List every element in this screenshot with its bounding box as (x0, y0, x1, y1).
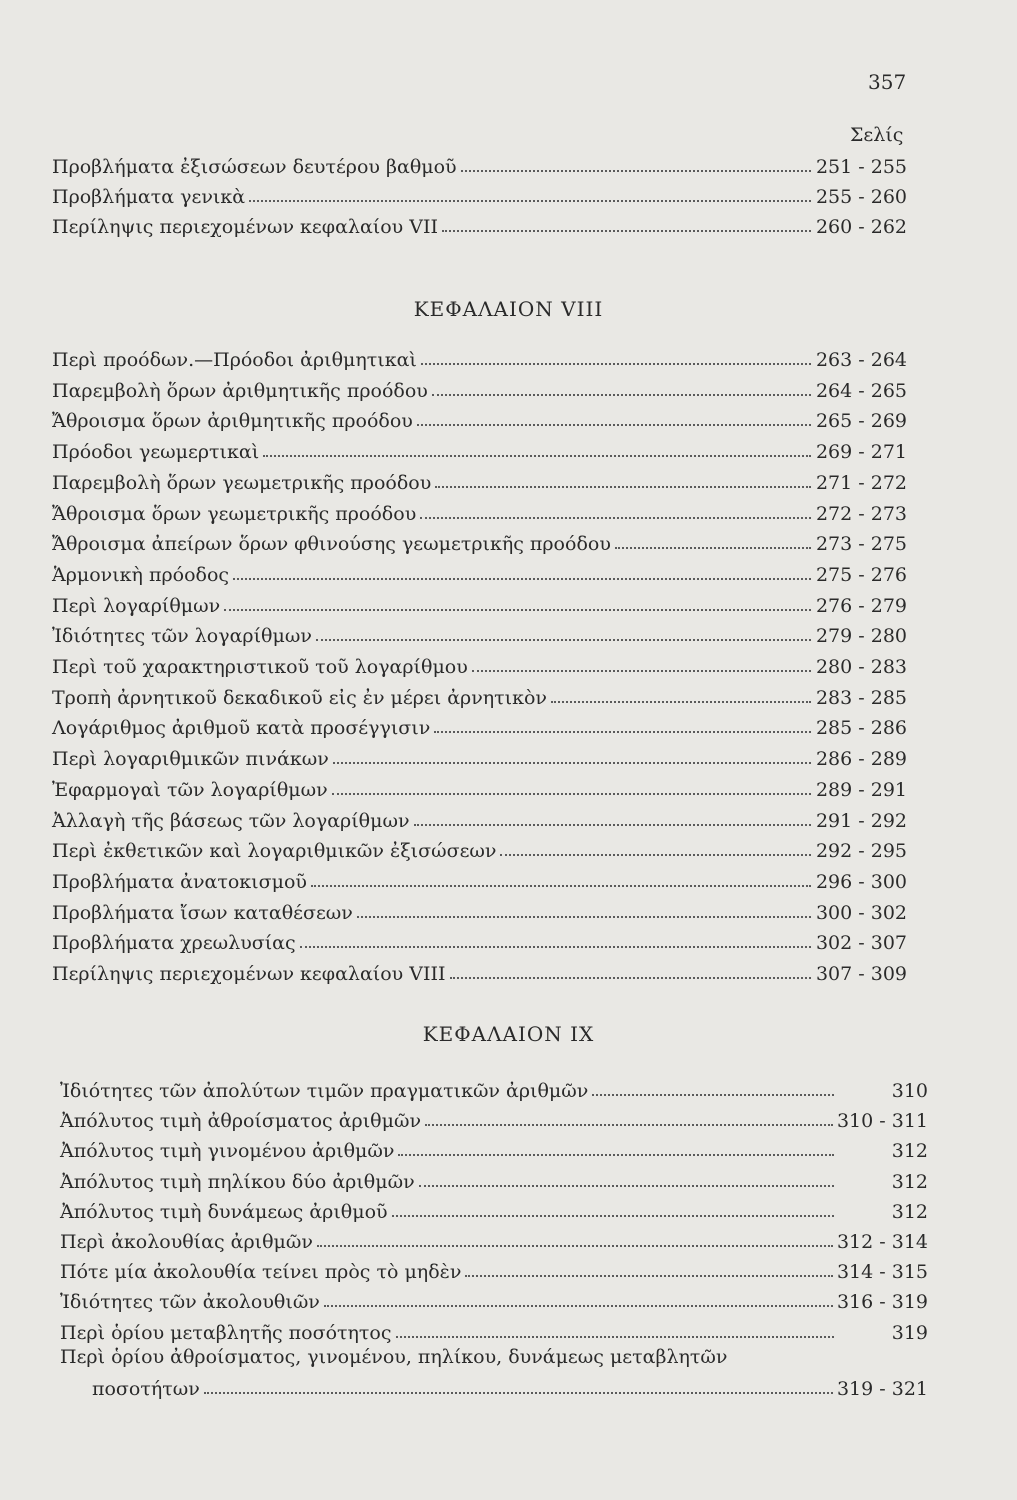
leader-dots (435, 485, 811, 488)
toc-entry (52, 865, 907, 893)
entry-pages: 265 - 269 (815, 410, 907, 433)
entry-title: Ἀπόλυτος τιμὴ γινομένου ἀριθμῶν (60, 1140, 395, 1163)
entry-title: Προβλήματα χρεωλυσίας (52, 932, 296, 955)
entry-title: Ἄθροισμα ἀπείρων ὅρων φθινούσης γεωμετρικῆς προόδου (52, 533, 611, 556)
toc-entry (52, 150, 907, 178)
toc-entry (52, 466, 907, 494)
toc-entry (60, 1134, 928, 1162)
leader-dots (324, 1304, 833, 1307)
toc-entry (52, 804, 907, 832)
leader-dots (421, 362, 811, 365)
toc-entry (52, 957, 907, 985)
entry-pages: 280 - 283 (815, 656, 907, 678)
leader-dots (392, 1214, 834, 1217)
entry-title: Τροπὴ ἀρνητικοῦ δεκαδικοῦ εἰς ἐν μέρει ἀρνητικὸν (52, 686, 547, 709)
toc-entry (52, 589, 907, 617)
entry-pages: 264 - 265 (815, 379, 907, 402)
toc-entry (52, 773, 907, 801)
leader-dots (224, 608, 811, 611)
leader-dots (472, 669, 811, 672)
entry-pages: 316 - 319 (836, 1291, 928, 1314)
entry-pages: 275 - 276 (815, 563, 907, 586)
toc-entry (52, 343, 907, 371)
chapter-heading: ΚΕΦΑΛΑΙΟΝ IX (422, 1022, 595, 1046)
toc-entry (60, 1195, 928, 1223)
entry-title: Περὶ ἀκολουθίας ἀριθμῶν (60, 1231, 313, 1253)
entry-title: Λογάριθμος ἀριθμοῦ κατὰ προσέγγισιν (52, 717, 431, 740)
leader-dots (311, 884, 811, 887)
toc-entry (52, 374, 907, 402)
leader-dots (442, 229, 811, 232)
entry-pages: 296 - 300 (815, 870, 907, 893)
toc-entry (52, 435, 907, 463)
entry-title: Προβλήματα ἀνατοκισμοῦ (52, 870, 307, 893)
entry-title: Περὶ τοῦ χαρακτηριστικοῦ τοῦ λογαρίθμου (52, 656, 468, 678)
entry-pages: 310 - 311 (836, 1110, 928, 1133)
entry-title-line1: Περὶ ὁρίου ἀθροίσματος, γινομένου, πηλίκου, δυνάμεως μεταβλητῶν (60, 1346, 728, 1368)
entry-title-line2: ποσοτήτων (92, 1378, 200, 1400)
entry-title: Παρεμβολὴ ὅρων γεωμετρικῆς προόδου (52, 471, 432, 494)
toc-entry (52, 210, 907, 238)
toc-entry (52, 558, 907, 586)
toc-entry (52, 926, 907, 954)
entry-title: Περίληψις περιεχομένων κεφαλαίου VII (52, 216, 438, 238)
entry-title: Προβλήματα ἐξισώσεων δευτέρου βαθμοῦ (52, 156, 457, 178)
leader-dots (396, 1335, 835, 1338)
leader-dots (450, 976, 812, 979)
entry-pages: 283 - 285 (815, 686, 907, 709)
entry-title: Ἰδιότητες τῶν ἀπολύτων τιμῶν πραγματικῶν ἀριθμῶν (60, 1080, 589, 1102)
entry-title: Ἰδιότητες τῶν λογαρίθμων (52, 625, 312, 648)
entry-pages: 312 (891, 1140, 928, 1163)
entry-pages: 291 - 292 (815, 809, 907, 832)
leader-dots (425, 1123, 833, 1126)
leader-dots (592, 1093, 834, 1096)
toc-entry (60, 1165, 928, 1193)
leader-dots (420, 516, 811, 519)
entry-pages: 319 - 321 (836, 1378, 928, 1400)
toc-entry (52, 497, 907, 525)
entry-title: Περίληψις περιεχομένων κεφαλαίου VIII (52, 963, 446, 985)
entry-title: Ἐφαρμογαὶ τῶν λογαρίθμων (52, 778, 328, 801)
entry-pages: 302 - 307 (815, 932, 907, 955)
entry-title: Ἀπόλυτος τιμὴ δυνάμεως ἀριθμοῦ (60, 1200, 388, 1223)
pages-column-header: Σελίς (850, 124, 904, 146)
toc-entry (52, 527, 907, 555)
leader-dots (317, 1244, 833, 1247)
entry-pages: 312 - 314 (836, 1231, 928, 1253)
leader-dots (465, 1274, 833, 1277)
toc-entry (60, 1316, 928, 1344)
entry-title: Προβλήματα ἴσων καταθέσεων (52, 901, 353, 924)
leader-dots (333, 761, 811, 764)
entry-title: Ἀπόλυτος τιμὴ ἀθροίσματος ἀριθμῶν (60, 1110, 421, 1133)
entry-title: Προβλήματα γενικὰ (52, 186, 246, 208)
toc-entry (60, 1285, 928, 1313)
entry-pages: 314 - 315 (836, 1261, 928, 1284)
entry-title: Περὶ λογαριθμικῶν πινάκων (52, 748, 329, 771)
entry-pages: 260 - 262 (815, 216, 907, 238)
toc-entry (52, 711, 907, 739)
leader-dots (233, 577, 811, 580)
toc-entry (60, 1104, 928, 1132)
toc-entry (52, 180, 907, 208)
entry-title: Ἄθροισμα ὅρων γεωμετρικῆς προόδου (52, 502, 417, 525)
toc-entry (52, 681, 907, 709)
entry-pages: 307 - 309 (815, 963, 907, 985)
entry-pages: 312 (891, 1170, 928, 1193)
chapter-heading: ΚΕΦΑΛΑΙΟΝ VIII (413, 297, 604, 321)
entry-pages: 269 - 271 (815, 441, 907, 464)
entry-pages: 319 (891, 1321, 928, 1344)
toc-entry (60, 1225, 928, 1253)
entry-pages: 251 - 255 (815, 156, 907, 178)
entry-title: Ἄθροισμα ὅρων ἀριθμητικῆς προόδου (52, 410, 413, 433)
entry-pages: 312 (891, 1200, 928, 1223)
leader-dots (414, 823, 811, 826)
entry-title: Παρεμβολὴ ὅρων ἀριθμητικῆς προόδου (52, 379, 428, 402)
toc-entry (60, 1074, 928, 1102)
leader-dots (615, 546, 811, 549)
entry-title: Ἀπόλυτος τιμὴ πηλίκου δύο ἀριθμῶν (60, 1170, 415, 1193)
page-number: 357 (868, 70, 907, 94)
toc-entry (92, 1372, 928, 1400)
entry-pages: 276 - 279 (815, 594, 907, 617)
entry-pages: 279 - 280 (815, 625, 907, 648)
leader-dots (398, 1153, 834, 1156)
toc-entry (52, 404, 907, 432)
toc-entry (52, 834, 907, 862)
leader-dots (204, 1391, 833, 1394)
entry-pages: 310 (891, 1080, 928, 1102)
toc-entry (52, 896, 907, 924)
leader-dots (551, 700, 811, 703)
entry-title: Ἀλλαγὴ τῆς βάσεως τῶν λογαρίθμων (52, 809, 410, 832)
entry-pages: 273 - 275 (815, 533, 907, 556)
entry-pages: 300 - 302 (815, 901, 907, 924)
leader-dots (461, 169, 811, 172)
toc-entry (52, 650, 907, 678)
entry-title: Περὶ λογαρίθμων (52, 594, 221, 617)
leader-dots (263, 454, 811, 457)
entry-title: Περὶ προόδων.—Πρόοδοι ἀριθμητικαὶ (52, 349, 417, 371)
entry-pages: 285 - 286 (815, 717, 907, 740)
entry-title: Ἰδιότητες τῶν ἀκολουθιῶν (60, 1291, 320, 1314)
entry-pages: 292 - 295 (815, 840, 907, 863)
entry-pages: 255 - 260 (815, 186, 907, 208)
entry-pages: 263 - 264 (815, 349, 907, 371)
entry-title: Πότε μία ἀκολουθία τείνει πρὸς τὸ μηδὲν (60, 1261, 462, 1284)
leader-dots (419, 1184, 834, 1187)
entry-title: Περὶ ἐκθετικῶν καὶ λογαριθμικῶν ἐξισώσεων (52, 840, 497, 863)
entry-title: Περὶ ὁρίου μεταβλητῆς ποσότητος (60, 1321, 392, 1344)
leader-dots (249, 199, 811, 202)
entry-title: Ἁρμονικὴ πρόοδος (52, 563, 230, 586)
leader-dots (432, 393, 811, 396)
entry-pages: 272 - 273 (815, 502, 907, 525)
toc-entry (52, 619, 907, 647)
leader-dots (316, 638, 811, 641)
entry-pages: 271 - 272 (815, 471, 907, 494)
toc-entry (52, 742, 907, 770)
leader-dots (417, 423, 811, 426)
entry-pages: 289 - 291 (815, 778, 907, 801)
leader-dots (300, 945, 811, 948)
leader-dots (357, 915, 811, 918)
leader-dots (332, 792, 811, 795)
leader-dots (500, 853, 811, 856)
entry-title: Πρόοδοι γεωμερτικαὶ (52, 441, 260, 464)
leader-dots (434, 730, 811, 733)
toc-entry (60, 1255, 928, 1283)
entry-pages: 286 - 289 (815, 748, 907, 771)
